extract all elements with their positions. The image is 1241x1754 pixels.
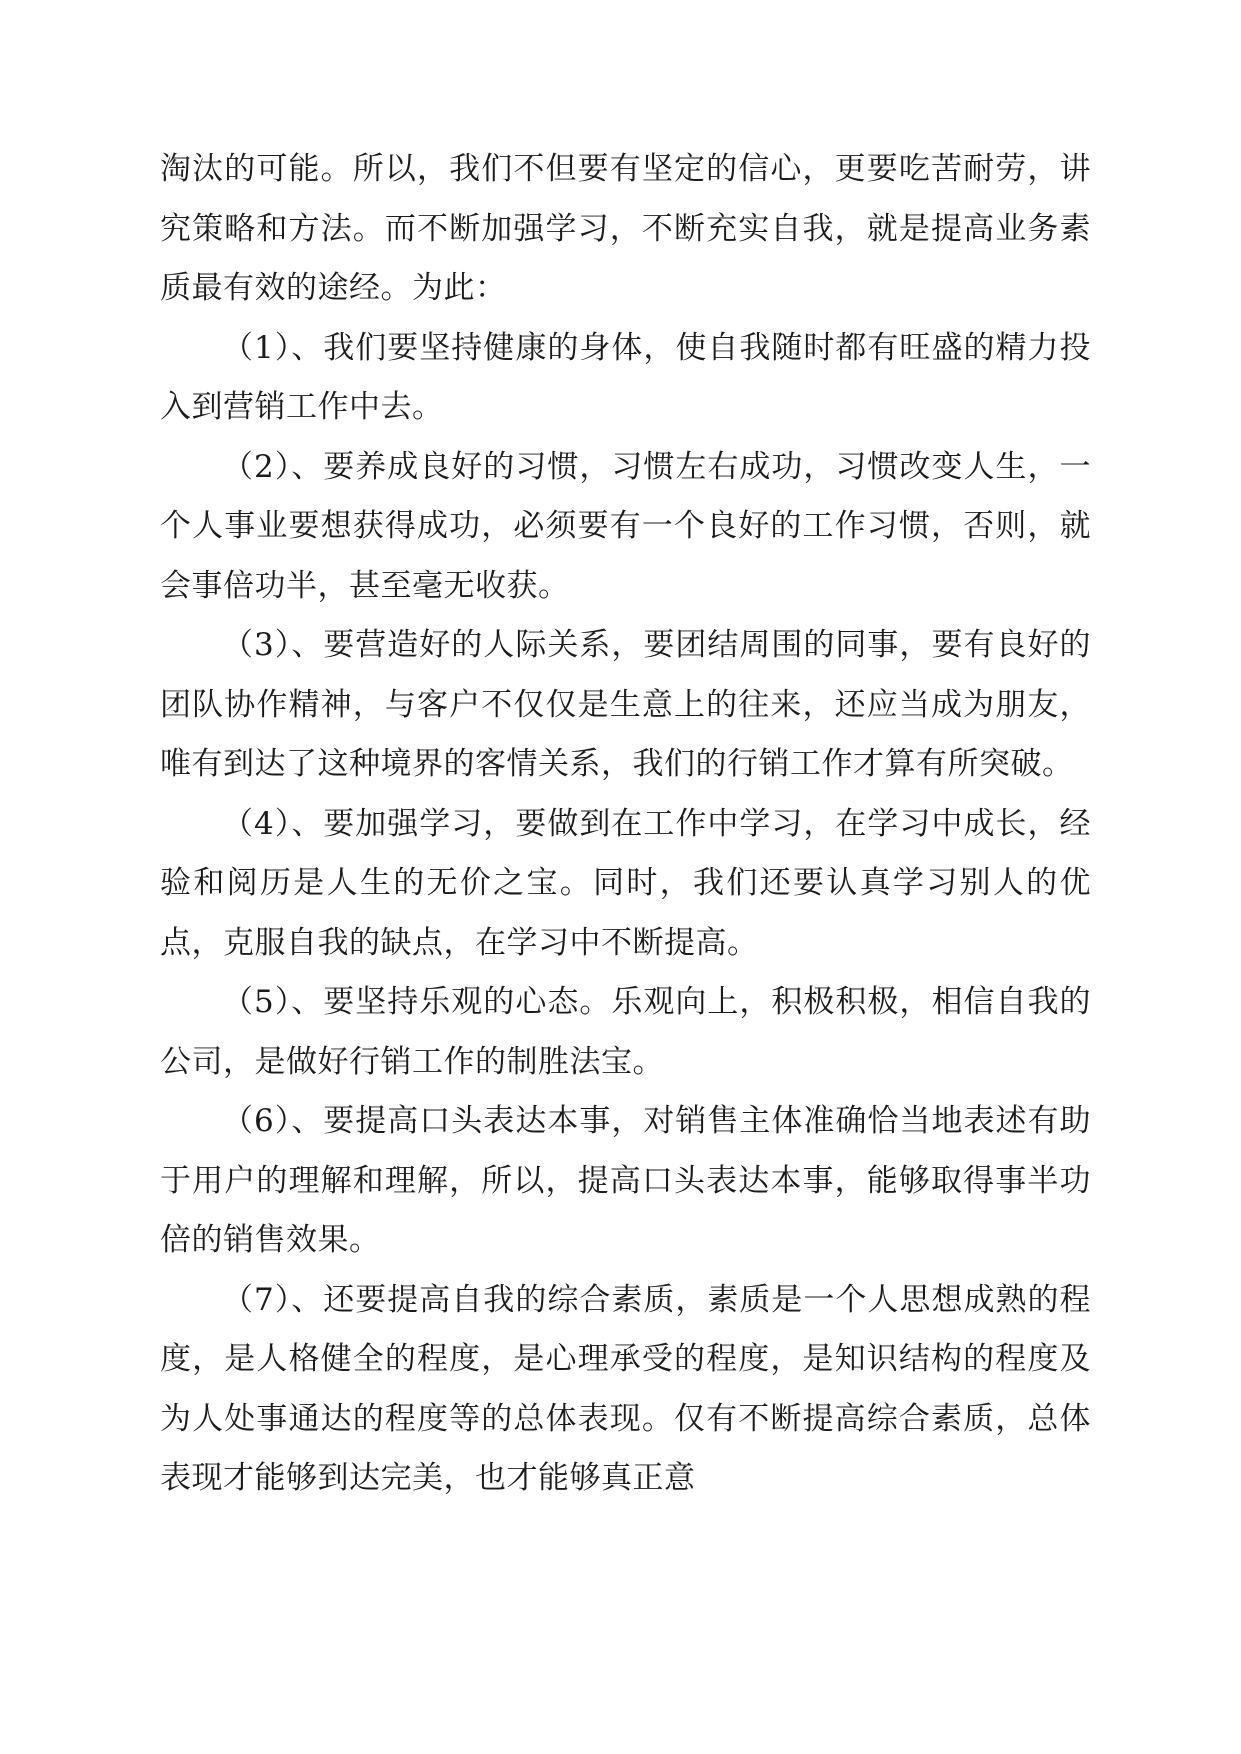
paragraph-item-6: （6）、要提高口头表达本事，对销售主体准确恰当地表述有助于用户的理解和理解，所以，提高口头表达本事，能够取得事半功倍的销售效果。 — [160, 1103, 1091, 1259]
document-text-body — [160, 140, 1091, 1509]
paragraph-item-7: （7）、还要提高自我的综合素质，素质是一个人思想成熟的程度，是人格健全的程度，是心理承受的程度，是知识结构的程度及为人处事通达的程度等的总体表现。仅有不断提高综合素质，总体表现才能够到达完美，也才能够真正意 — [160, 1281, 1091, 1497]
paragraph-item-4: （4）、要加强学习，要做到在工作中学习，在学习中成长，经验和阅历是人生的无价之宝。同时，我们还要认真学习别人的优点，克服自我的缺点，在学习中不断提高。 — [160, 805, 1091, 961]
paragraph-item-1: （1）、我们要坚持健康的身体，使自我随时都有旺盛的精力投入到营销工作中去。 — [160, 329, 1091, 426]
paragraph-continuation: 淘汰的可能。所以，我们不但要有坚定的信心，更要吃苦耐劳，讲究策略和方法。而不断加强学习，不断充实自我，就是提高业务素质最有效的途经。为此： — [160, 151, 1091, 307]
paragraph-item-3: （3）、要营造好的人际关系，要团结周围的同事，要有良好的团队协作精神，与客户不仅仅是生意上的往来，还应当成为朋友，唯有到达了这种境界的客情关系，我们的行销工作才算有所突破。 — [160, 627, 1091, 783]
paragraph-item-5: （5）、要坚持乐观的心态。乐观向上，积极积极，相信自我的公司，是做好行销工作的制胜法宝。 — [160, 984, 1091, 1080]
paragraph-item-2: （2）、要养成良好的习惯，习惯左右成功，习惯改变人生，一个人事业要想获得成功，必须要有一个良好的工作习惯，否则，就会事倍功半，甚至毫无收获。 — [160, 448, 1091, 604]
